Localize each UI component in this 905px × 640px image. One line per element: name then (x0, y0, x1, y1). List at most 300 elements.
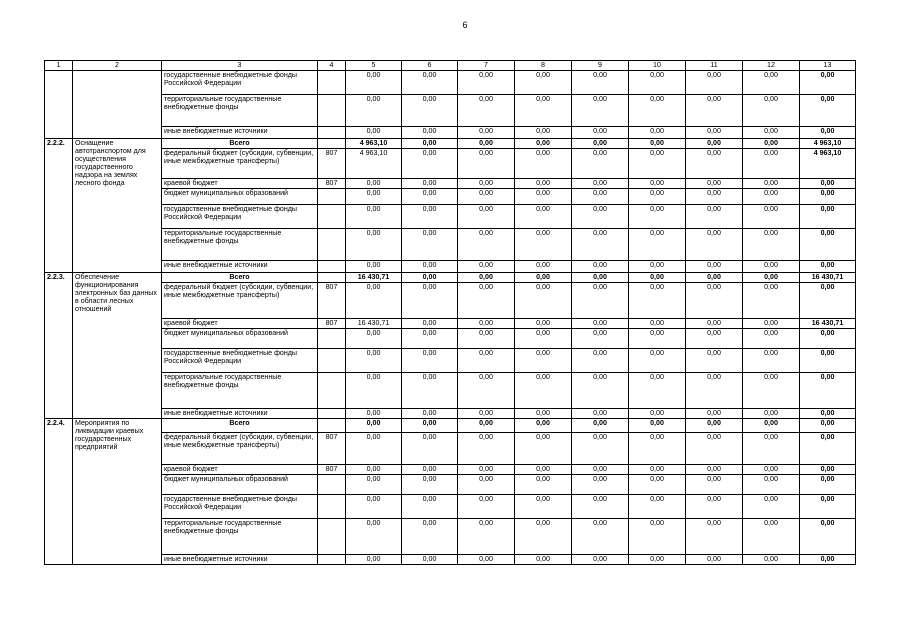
column-header: 3 (162, 61, 318, 71)
amount-cell: 0,00 (402, 329, 458, 349)
amount-cell: 0,00 (402, 519, 458, 555)
amount-cell: 0,00 (686, 475, 743, 495)
funding-source: краевой бюджет (162, 319, 318, 329)
amount-cell: 0,00 (572, 475, 629, 495)
amount-cell: 0,00 (800, 127, 856, 139)
amount-cell: 0,00 (572, 205, 629, 229)
amount-cell: 0,00 (743, 519, 800, 555)
amount-cell: 4 963,10 (346, 139, 402, 149)
item-name: Мероприятия по ликвидации краевых государственных предприятий (73, 419, 162, 565)
table-row (45, 495, 856, 519)
amount-cell: 0,00 (346, 465, 402, 475)
funding-source: бюджет муниципальных образований (162, 329, 318, 349)
amount-cell: 0,00 (346, 419, 402, 433)
amount-cell: 0,00 (800, 349, 856, 373)
amount-cell: 0,00 (629, 519, 686, 555)
amount-cell: 0,00 (515, 475, 572, 495)
amount-cell: 0,00 (743, 95, 800, 127)
amount-cell: 0,00 (629, 409, 686, 419)
grbs-code (318, 139, 346, 149)
amount-cell: 0,00 (686, 139, 743, 149)
amount-cell: 0,00 (572, 319, 629, 329)
amount-cell: 0,00 (629, 319, 686, 329)
amount-cell: 0,00 (686, 179, 743, 189)
amount-cell: 0,00 (629, 373, 686, 409)
amount-cell: 0,00 (402, 179, 458, 189)
amount-cell: 0,00 (686, 555, 743, 565)
amount-cell: 0,00 (402, 139, 458, 149)
table-row (45, 205, 856, 229)
funding-source: Всего (162, 273, 318, 283)
amount-cell: 0,00 (629, 139, 686, 149)
amount-cell: 0,00 (572, 139, 629, 149)
grbs-code: 807 (318, 433, 346, 465)
amount-cell: 0,00 (800, 95, 856, 127)
amount-cell: 0,00 (800, 465, 856, 475)
amount-cell: 0,00 (686, 283, 743, 319)
funding-source: государственные внебюджетные фонды Российской Федерации (162, 349, 318, 373)
grbs-code: 807 (318, 149, 346, 179)
amount-cell: 0,00 (402, 205, 458, 229)
amount-cell: 0,00 (743, 261, 800, 273)
amount-cell: 0,00 (800, 329, 856, 349)
amount-cell: 0,00 (686, 519, 743, 555)
amount-cell: 0,00 (402, 189, 458, 205)
amount-cell: 0,00 (743, 139, 800, 149)
amount-cell: 0,00 (515, 273, 572, 283)
amount-cell: 0,00 (346, 127, 402, 139)
funding-source: государственные внебюджетные фонды Российской Федерации (162, 71, 318, 95)
amount-cell: 0,00 (572, 465, 629, 475)
amount-cell: 0,00 (515, 519, 572, 555)
amount-cell: 0,00 (800, 229, 856, 261)
amount-cell: 0,00 (458, 433, 515, 465)
amount-cell: 0,00 (402, 409, 458, 419)
amount-cell: 0,00 (686, 273, 743, 283)
amount-cell: 0,00 (458, 189, 515, 205)
amount-cell: 0,00 (743, 555, 800, 565)
amount-cell: 0,00 (458, 71, 515, 95)
amount-cell: 0,00 (743, 283, 800, 319)
amount-cell: 0,00 (629, 205, 686, 229)
amount-cell: 0,00 (629, 179, 686, 189)
amount-cell: 0,00 (686, 319, 743, 329)
amount-cell: 0,00 (686, 433, 743, 465)
amount-cell: 0,00 (686, 205, 743, 229)
amount-cell: 0,00 (743, 189, 800, 205)
amount-cell: 0,00 (572, 409, 629, 419)
amount-cell: 0,00 (458, 419, 515, 433)
amount-cell: 0,00 (572, 433, 629, 465)
amount-cell: 0,00 (515, 329, 572, 349)
amount-cell: 0,00 (743, 373, 800, 409)
column-header: 9 (572, 61, 629, 71)
amount-cell: 0,00 (743, 127, 800, 139)
column-header: 7 (458, 61, 515, 71)
amount-cell: 0,00 (402, 283, 458, 319)
funding-source: федеральный бюджет (субсидии, субвенции, иные межбюджетные трансферты) (162, 433, 318, 465)
amount-cell: 0,00 (402, 475, 458, 495)
amount-cell: 0,00 (515, 205, 572, 229)
grbs-code (318, 409, 346, 419)
budget-table (44, 60, 856, 565)
amount-cell: 0,00 (402, 229, 458, 261)
amount-cell: 0,00 (629, 261, 686, 273)
amount-cell: 0,00 (629, 273, 686, 283)
amount-cell: 0,00 (572, 349, 629, 373)
amount-cell: 0,00 (458, 127, 515, 139)
amount-cell: 0,00 (458, 373, 515, 409)
item-code: 2.2.2. (45, 139, 73, 273)
amount-cell: 0,00 (402, 373, 458, 409)
amount-cell: 0,00 (515, 419, 572, 433)
amount-cell: 0,00 (743, 433, 800, 465)
amount-cell: 0,00 (458, 319, 515, 329)
page-number: 6 (462, 20, 468, 30)
amount-cell: 0,00 (800, 179, 856, 189)
amount-cell: 0,00 (743, 179, 800, 189)
grbs-code (318, 373, 346, 409)
column-header: 11 (686, 61, 743, 71)
amount-cell: 0,00 (800, 495, 856, 519)
amount-cell: 16 430,71 (800, 319, 856, 329)
amount-cell: 0,00 (346, 519, 402, 555)
amount-cell: 0,00 (686, 95, 743, 127)
column-header: 10 (629, 61, 686, 71)
table-row (45, 283, 856, 319)
amount-cell: 0,00 (346, 433, 402, 465)
grbs-code (318, 71, 346, 95)
amount-cell: 0,00 (743, 273, 800, 283)
amount-cell: 0,00 (346, 71, 402, 95)
amount-cell: 0,00 (346, 329, 402, 349)
amount-cell: 0,00 (686, 329, 743, 349)
amount-cell: 0,00 (743, 475, 800, 495)
item-name (73, 71, 162, 139)
amount-cell: 0,00 (743, 465, 800, 475)
amount-cell: 0,00 (743, 319, 800, 329)
table-row (45, 95, 856, 127)
amount-cell: 0,00 (515, 319, 572, 329)
amount-cell: 4 963,10 (800, 149, 856, 179)
amount-cell: 0,00 (346, 475, 402, 495)
amount-cell: 0,00 (346, 409, 402, 419)
column-header: 1 (45, 61, 73, 71)
amount-cell: 0,00 (458, 495, 515, 519)
amount-cell: 0,00 (572, 555, 629, 565)
amount-cell: 0,00 (402, 555, 458, 565)
amount-cell: 0,00 (402, 465, 458, 475)
column-header: 6 (402, 61, 458, 71)
funding-source: бюджет муниципальных образований (162, 475, 318, 495)
column-header: 12 (743, 61, 800, 71)
amount-cell: 0,00 (743, 419, 800, 433)
amount-cell: 0,00 (743, 229, 800, 261)
header-row (45, 61, 856, 71)
grbs-code (318, 329, 346, 349)
amount-cell: 0,00 (686, 349, 743, 373)
amount-cell: 0,00 (629, 283, 686, 319)
amount-cell: 0,00 (458, 205, 515, 229)
column-header: 2 (73, 61, 162, 71)
amount-cell: 0,00 (402, 319, 458, 329)
amount-cell: 0,00 (458, 475, 515, 495)
grbs-code: 807 (318, 465, 346, 475)
table-row (45, 373, 856, 409)
amount-cell: 0,00 (346, 349, 402, 373)
amount-cell: 0,00 (402, 495, 458, 519)
grbs-code: 807 (318, 179, 346, 189)
amount-cell: 0,00 (572, 283, 629, 319)
table-row (45, 329, 856, 349)
amount-cell: 0,00 (800, 519, 856, 555)
amount-cell: 0,00 (515, 261, 572, 273)
column-header: 8 (515, 61, 572, 71)
amount-cell: 0,00 (743, 329, 800, 349)
table-row (45, 261, 856, 273)
table-row (45, 71, 856, 95)
amount-cell: 0,00 (515, 179, 572, 189)
amount-cell: 16 430,71 (346, 319, 402, 329)
table-row (45, 127, 856, 139)
amount-cell: 0,00 (346, 555, 402, 565)
amount-cell: 0,00 (402, 127, 458, 139)
amount-cell: 0,00 (800, 373, 856, 409)
amount-cell: 0,00 (686, 149, 743, 179)
amount-cell: 0,00 (686, 465, 743, 475)
funding-source: иные внебюджетные источники (162, 555, 318, 565)
grbs-code (318, 519, 346, 555)
amount-cell: 0,00 (629, 95, 686, 127)
grbs-code (318, 349, 346, 373)
funding-source: иные внебюджетные источники (162, 127, 318, 139)
column-header: 13 (800, 61, 856, 71)
amount-cell: 0,00 (458, 95, 515, 127)
grbs-code (318, 205, 346, 229)
amount-cell: 0,00 (515, 127, 572, 139)
amount-cell: 0,00 (572, 329, 629, 349)
table-row (45, 555, 856, 565)
funding-source: территориальные государственные внебюджетные фонды (162, 373, 318, 409)
amount-cell: 0,00 (686, 71, 743, 95)
amount-cell: 0,00 (515, 95, 572, 127)
grbs-code (318, 189, 346, 205)
table-row (45, 349, 856, 373)
amount-cell: 0,00 (458, 273, 515, 283)
amount-cell: 0,00 (572, 261, 629, 273)
amount-cell: 4 963,10 (346, 149, 402, 179)
amount-cell: 0,00 (800, 409, 856, 419)
amount-cell: 0,00 (346, 229, 402, 261)
amount-cell: 0,00 (458, 555, 515, 565)
amount-cell: 0,00 (572, 179, 629, 189)
amount-cell: 0,00 (629, 127, 686, 139)
funding-source: иные внебюджетные источники (162, 409, 318, 419)
amount-cell: 0,00 (686, 229, 743, 261)
funding-source: федеральный бюджет (субсидии, субвенции, иные межбюджетные трансферты) (162, 283, 318, 319)
table-row (45, 273, 856, 283)
amount-cell: 16 430,71 (346, 273, 402, 283)
amount-cell: 4 963,10 (800, 139, 856, 149)
amount-cell: 0,00 (402, 71, 458, 95)
amount-cell: 0,00 (346, 179, 402, 189)
amount-cell: 0,00 (515, 229, 572, 261)
amount-cell: 0,00 (515, 373, 572, 409)
amount-cell: 0,00 (629, 465, 686, 475)
table-row (45, 475, 856, 495)
amount-cell: 0,00 (743, 149, 800, 179)
amount-cell: 0,00 (686, 189, 743, 205)
amount-cell: 0,00 (572, 127, 629, 139)
table-row (45, 519, 856, 555)
amount-cell: 0,00 (572, 519, 629, 555)
amount-cell: 0,00 (800, 419, 856, 433)
amount-cell: 0,00 (515, 71, 572, 95)
amount-cell: 0,00 (800, 433, 856, 465)
amount-cell: 16 430,71 (800, 273, 856, 283)
amount-cell: 0,00 (346, 283, 402, 319)
amount-cell: 0,00 (572, 189, 629, 205)
amount-cell: 0,00 (515, 409, 572, 419)
amount-cell: 0,00 (515, 433, 572, 465)
amount-cell: 0,00 (800, 261, 856, 273)
table-row (45, 189, 856, 205)
amount-cell: 0,00 (629, 495, 686, 519)
table-row (45, 465, 856, 475)
amount-cell: 0,00 (686, 419, 743, 433)
amount-cell: 0,00 (743, 495, 800, 519)
funding-source: Всего (162, 139, 318, 149)
grbs-code (318, 261, 346, 273)
amount-cell: 0,00 (402, 419, 458, 433)
amount-cell: 0,00 (515, 555, 572, 565)
grbs-code: 807 (318, 283, 346, 319)
table-row (45, 319, 856, 329)
amount-cell: 0,00 (515, 495, 572, 519)
amount-cell: 0,00 (346, 373, 402, 409)
amount-cell: 0,00 (743, 205, 800, 229)
grbs-code (318, 95, 346, 127)
table-row (45, 229, 856, 261)
grbs-code (318, 229, 346, 261)
table-row (45, 419, 856, 433)
funding-source: государственные внебюджетные фонды Российской Федерации (162, 205, 318, 229)
amount-cell: 0,00 (346, 261, 402, 273)
amount-cell: 0,00 (458, 149, 515, 179)
funding-source: территориальные государственные внебюджетные фонды (162, 519, 318, 555)
amount-cell: 0,00 (458, 139, 515, 149)
amount-cell: 0,00 (686, 373, 743, 409)
amount-cell: 0,00 (515, 283, 572, 319)
amount-cell: 0,00 (743, 409, 800, 419)
amount-cell: 0,00 (402, 273, 458, 283)
amount-cell: 0,00 (572, 419, 629, 433)
amount-cell: 0,00 (572, 95, 629, 127)
amount-cell: 0,00 (402, 261, 458, 273)
amount-cell: 0,00 (515, 139, 572, 149)
amount-cell: 0,00 (629, 475, 686, 495)
funding-source: территориальные государственные внебюджетные фонды (162, 95, 318, 127)
table-row (45, 433, 856, 465)
amount-cell: 0,00 (800, 555, 856, 565)
grbs-code (318, 495, 346, 519)
amount-cell: 0,00 (572, 495, 629, 519)
amount-cell: 0,00 (515, 189, 572, 205)
amount-cell: 0,00 (572, 149, 629, 179)
column-header: 4 (318, 61, 346, 71)
amount-cell: 0,00 (629, 555, 686, 565)
amount-cell: 0,00 (402, 349, 458, 373)
item-name: Обеспечение функционирования электронных баз данных в области лесных отношений (73, 273, 162, 419)
amount-cell: 0,00 (629, 329, 686, 349)
amount-cell: 0,00 (346, 495, 402, 519)
amount-cell: 0,00 (458, 229, 515, 261)
item-code (45, 71, 73, 139)
amount-cell: 0,00 (572, 373, 629, 409)
amount-cell: 0,00 (402, 433, 458, 465)
amount-cell: 0,00 (572, 273, 629, 283)
amount-cell: 0,00 (458, 519, 515, 555)
amount-cell: 0,00 (800, 283, 856, 319)
funding-source: государственные внебюджетные фонды Российской Федерации (162, 495, 318, 519)
amount-cell: 0,00 (572, 71, 629, 95)
grbs-code (318, 419, 346, 433)
amount-cell: 0,00 (458, 179, 515, 189)
table-row (45, 179, 856, 189)
funding-source: Всего (162, 419, 318, 433)
amount-cell: 0,00 (629, 149, 686, 179)
amount-cell: 0,00 (346, 95, 402, 127)
funding-source: иные внебюджетные источники (162, 261, 318, 273)
amount-cell: 0,00 (629, 433, 686, 465)
amount-cell: 0,00 (515, 349, 572, 373)
funding-source: федеральный бюджет (субсидии, субвенции, иные межбюджетные трансферты) (162, 149, 318, 179)
amount-cell: 0,00 (402, 149, 458, 179)
amount-cell: 0,00 (458, 465, 515, 475)
amount-cell: 0,00 (458, 409, 515, 419)
funding-source: краевой бюджет (162, 465, 318, 475)
amount-cell: 0,00 (515, 149, 572, 179)
amount-cell: 0,00 (629, 349, 686, 373)
item-code: 2.2.4. (45, 419, 73, 565)
amount-cell: 0,00 (800, 205, 856, 229)
column-header: 5 (346, 61, 402, 71)
amount-cell: 0,00 (458, 283, 515, 319)
amount-cell: 0,00 (629, 229, 686, 261)
amount-cell: 0,00 (629, 189, 686, 205)
table-row (45, 409, 856, 419)
amount-cell: 0,00 (458, 349, 515, 373)
grbs-code: 807 (318, 319, 346, 329)
grbs-code (318, 555, 346, 565)
grbs-code (318, 475, 346, 495)
amount-cell: 0,00 (515, 465, 572, 475)
amount-cell: 0,00 (686, 495, 743, 519)
grbs-code (318, 273, 346, 283)
funding-source: краевой бюджет (162, 179, 318, 189)
amount-cell: 0,00 (629, 71, 686, 95)
amount-cell: 0,00 (346, 189, 402, 205)
amount-cell: 0,00 (800, 71, 856, 95)
amount-cell: 0,00 (743, 349, 800, 373)
funding-source: бюджет муниципальных образований (162, 189, 318, 205)
funding-source: территориальные государственные внебюджетные фонды (162, 229, 318, 261)
amount-cell: 0,00 (572, 229, 629, 261)
amount-cell: 0,00 (402, 95, 458, 127)
table-row (45, 139, 856, 149)
amount-cell: 0,00 (686, 261, 743, 273)
amount-cell: 0,00 (686, 127, 743, 139)
